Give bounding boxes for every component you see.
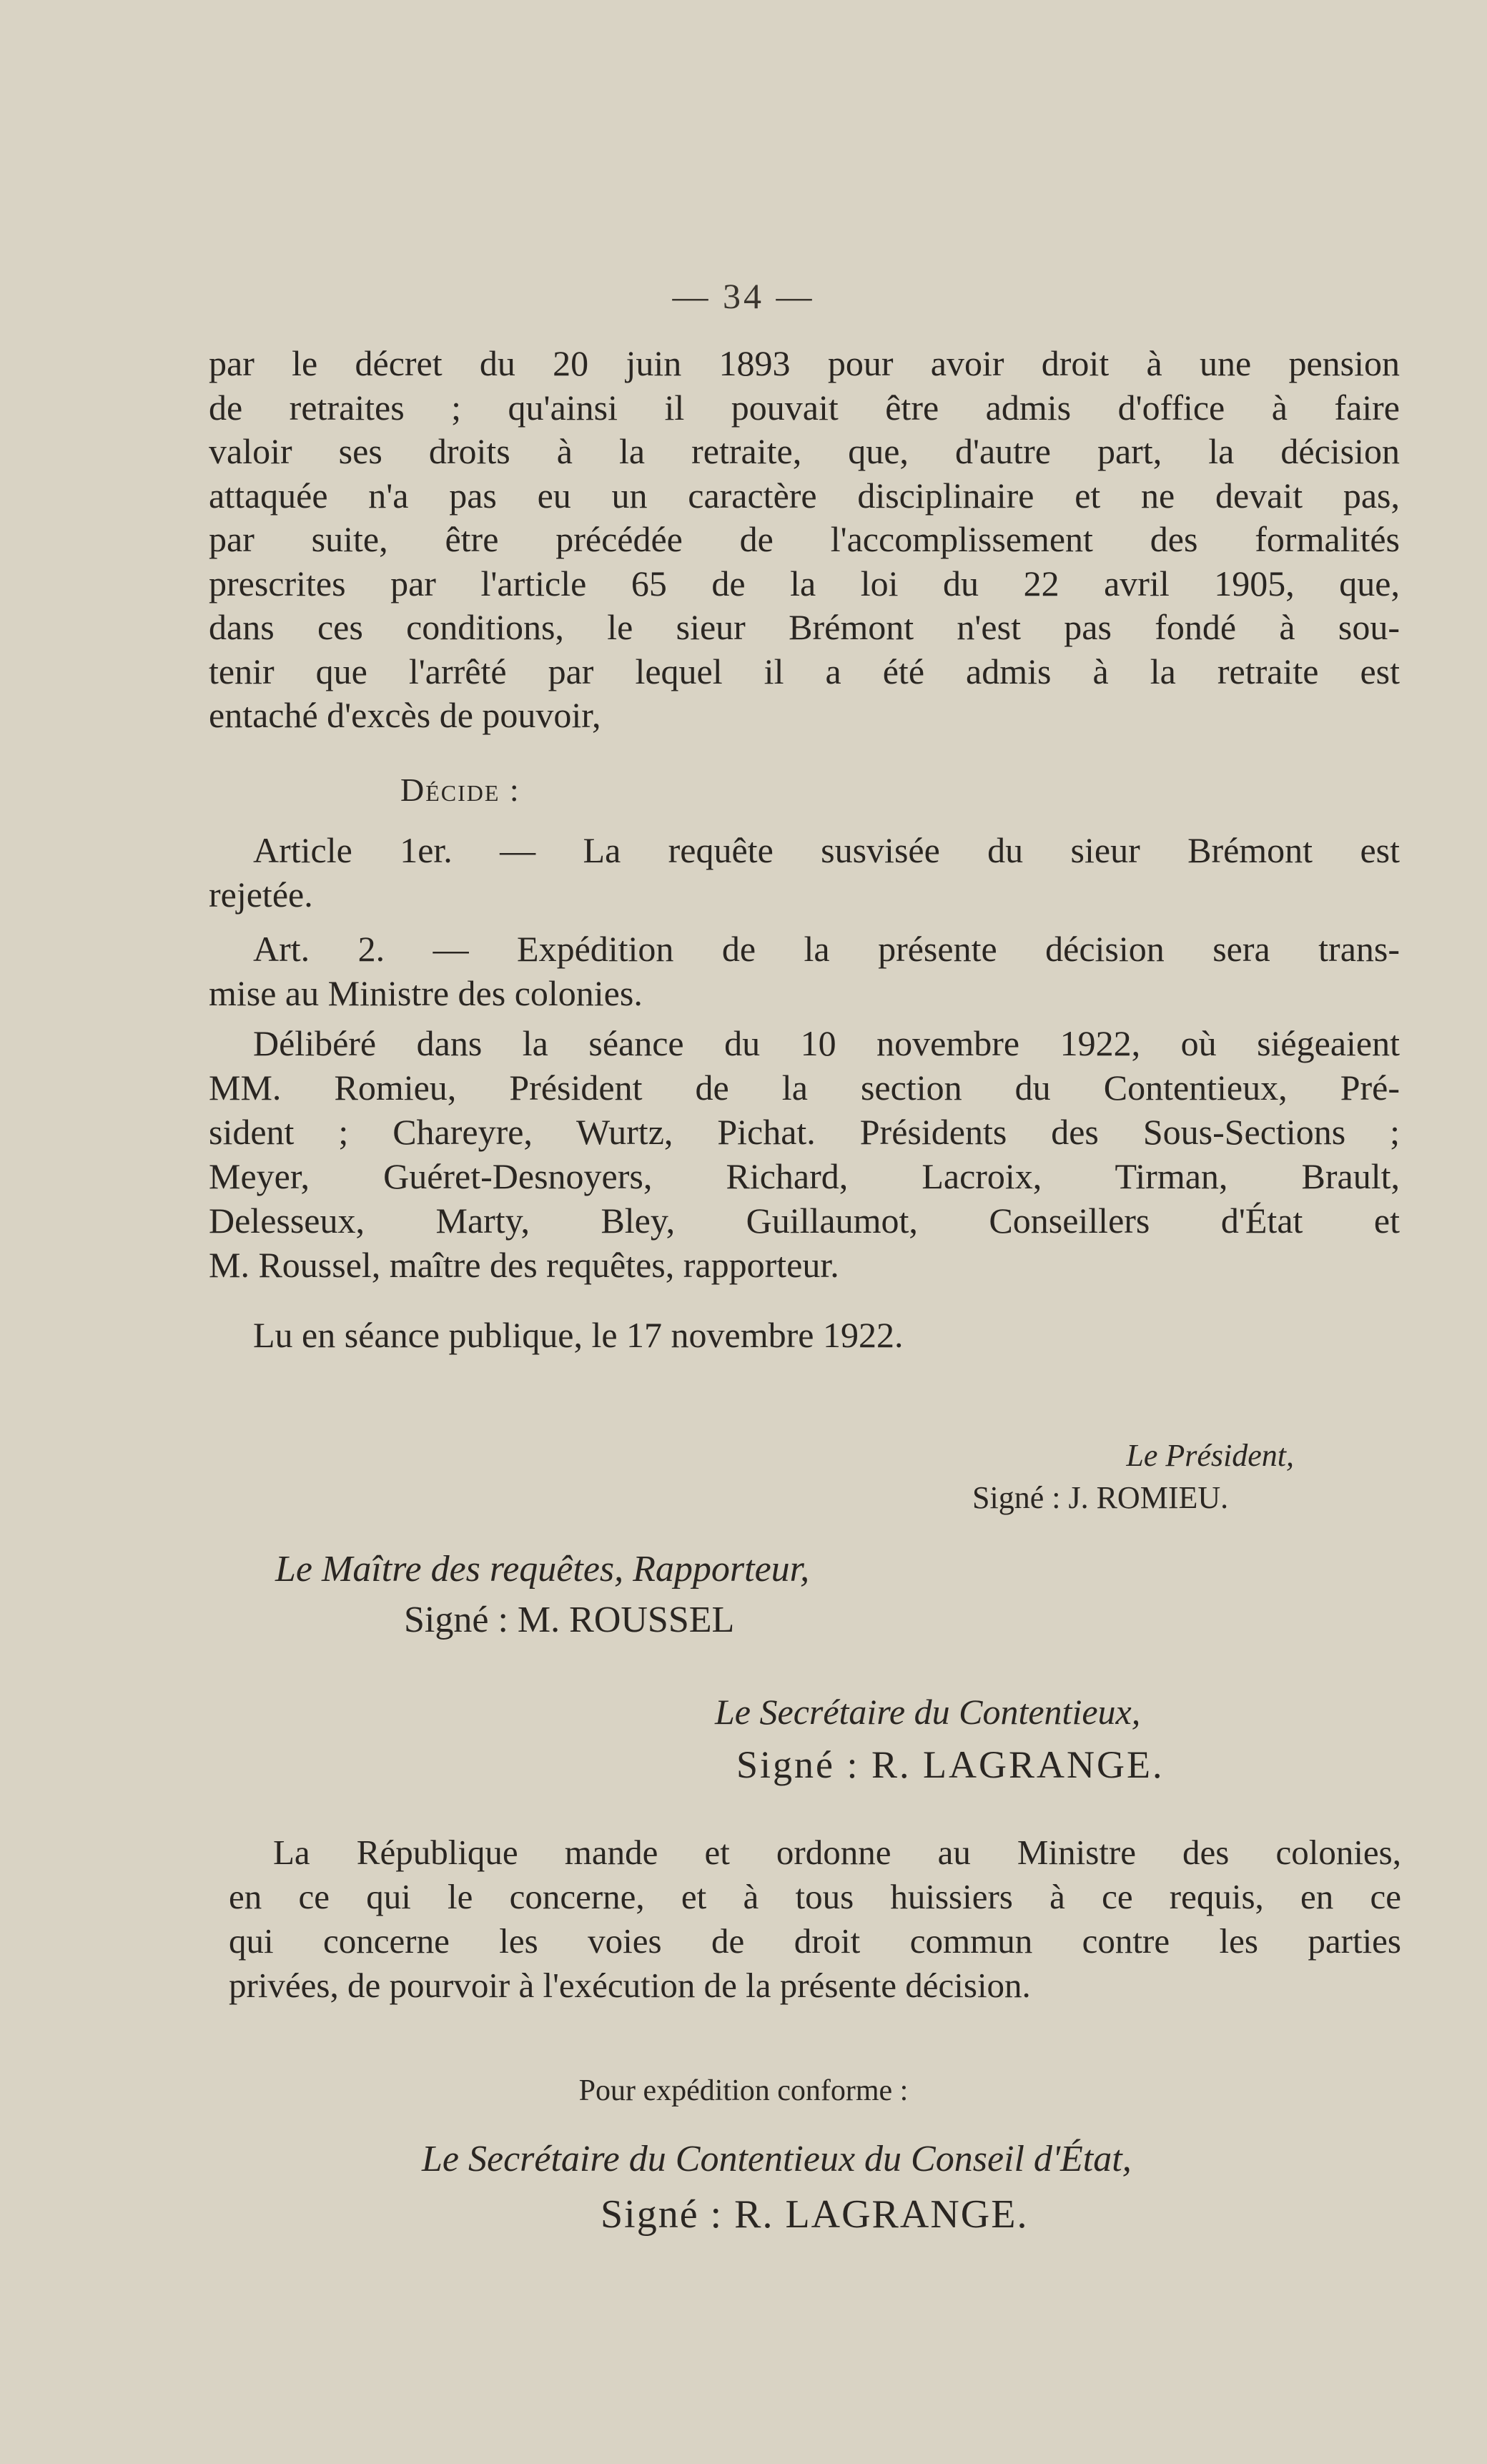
secretaire-title: Le Secrétaire du Contentieux, (715, 1692, 1141, 1732)
text-line: sident ; Chareyre, Wurtz, Pichat. Présidents des Sous-Sections ; (209, 1112, 1400, 1152)
text-line: Meyer, Guéret-Desnoyers, Richard, Lacroix, Tirman, Brault, (209, 1156, 1400, 1196)
decide-heading: Décide : (400, 772, 520, 808)
text-line: dans ces conditions, le sieur Brémont n'est pas fondé à sou- (209, 607, 1400, 647)
considerants-paragraph (209, 342, 1400, 738)
article-2 (209, 927, 1400, 1015)
text-line: de retraites ; qu'ainsi il pouvait être admis d'office à faire (209, 387, 1400, 428)
text-line: attaquée n'a pas eu un caractère disciplinaire et ne devait pas, (209, 475, 1400, 516)
text-line: par suite, être précédée de l'accomplissement des formalités (209, 519, 1400, 559)
text-line: Art. 2. — Expédition de la présente décision sera trans- (253, 929, 1400, 969)
text-line: rejetée. (209, 874, 313, 915)
text-line: mise au Ministre des colonies. (209, 973, 643, 1013)
president-title: Le Président, (1126, 1438, 1294, 1473)
text-line: entaché d'excès de pouvoir, (209, 695, 601, 735)
expedition-signed: Signé : R. LAGRANGE. (601, 2192, 1029, 2237)
rapporteur-signed: Signé : M. ROUSSEL (404, 1600, 735, 1640)
text-line: en ce qui le concerne, et à tous huissiers à ce requis, en ce (229, 1877, 1401, 1916)
text-line: privées, de pourvoir à l'exécution de la présente décision. (229, 1966, 1031, 2005)
text-line: qui concerne les voies de droit commun contre les parties (229, 1921, 1401, 1961)
rapporteur-title: Le Maître des requêtes, Rapporteur, (275, 1549, 810, 1590)
text-line: tenir que l'arrêté par lequel il a été admis à la retraite est (209, 651, 1400, 691)
deliberation-paragraph (209, 1021, 1400, 1287)
president-signature (972, 1437, 1373, 1516)
text-line: MM. Romieu, Président de la section du Contentieux, Pré- (209, 1068, 1400, 1108)
rapporteur-signature (275, 1548, 809, 1641)
text-line: Délibéré dans la séance du 10 novembre 1922, où siégeaient (253, 1023, 1400, 1063)
page-number: — 34 — (672, 276, 815, 316)
president-signed: Signé : J. ROMIEU. (972, 1480, 1229, 1515)
text-line: Article 1er. — La requête susvisée du sieur Brémont est (253, 830, 1400, 870)
text-line: Delesseux, Marty, Bley, Guillaumot, Conseillers d'État et (209, 1201, 1400, 1241)
text-line: valoir ses droits à la retraite, que, d'autre part, la décision (209, 431, 1400, 471)
secretaire-signature (715, 1691, 1165, 1787)
text-line: La République mande et ordonne au Ministre des colonies, (273, 1833, 1401, 1872)
text-line: prescrites par l'article 65 de la loi du 22 avril 1905, que, (209, 563, 1400, 603)
expedition-label: Pour expédition conforme : (578, 2074, 909, 2107)
lu-en-seance: Lu en séance publique, le 17 novembre 1922. (253, 1315, 904, 1355)
expedition-signature (422, 2138, 1132, 2237)
article-1 (209, 828, 1400, 917)
text-line: par le décret du 20 juin 1893 pour avoir droit à une pension (209, 343, 1400, 383)
text-line: M. Roussel, maître des requêtes, rapporteur. (209, 1245, 839, 1285)
formule-executoire (229, 1830, 1401, 2008)
secretaire-signed: Signé : R. LAGRANGE. (736, 1743, 1165, 1786)
expedition-title: Le Secrétaire du Contentieux du Conseil d'État, (422, 2139, 1132, 2179)
